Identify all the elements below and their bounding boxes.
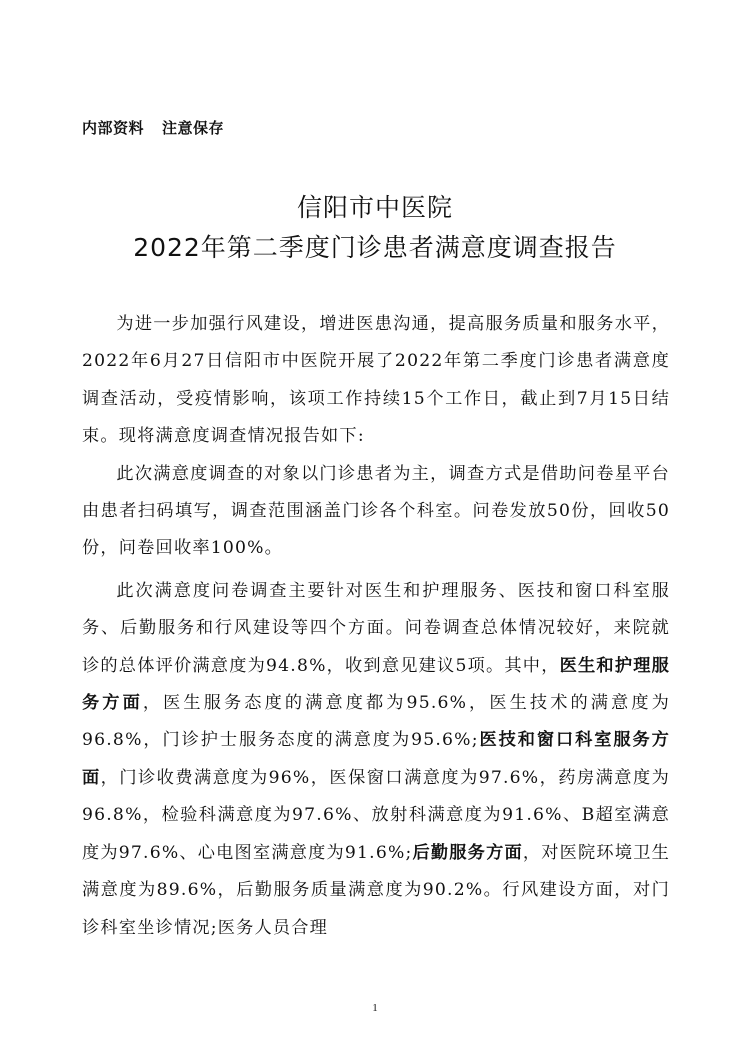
results-conduct: ，对门诊科室坐诊情况;医务人员合理 (82, 880, 671, 938)
heading-logistics: 后勤服务方面 (412, 842, 523, 863)
heading-conduct: 行风建设方面 (502, 880, 615, 901)
results-summary: 此次满意度问卷调查主要针对医生和护理服务、医技和窗口科室服务、后勤服务和行风建设等四个方面。问卷调查总体情况较好，来院就诊的总体评价满意度为94.8%，收到意见建议5项。其中， (82, 580, 670, 676)
paragraph-method: 此次满意度调查的对象以门诊患者为主，调查方式是借助问卷星平台由患者扫码填写，调查范围涵盖门诊各个科室。问卷发放50份，回收50份，问卷回收率100%。 (82, 463, 670, 559)
heading-doctor-nursing: 医生和护理服务方面 (82, 655, 671, 714)
paragraph-results (82, 573, 670, 947)
page-number: 1 (372, 1002, 378, 1014)
title-report: 2022年第二季度门诊患者满意度调查报告 (133, 233, 617, 262)
results-medtech-window: ，门诊收费满意度为96%，医保窗口满意度为97.6%，药房满意度为96.8%，检验科满意度为97.6%、放射科满意度为91.6%、B超室满意度为97.6%、心电图室满意度为91.6%; (82, 767, 671, 863)
note-internal: 内部资料 (82, 119, 145, 137)
report-body (82, 306, 670, 947)
report-title (0, 188, 750, 268)
heading-medtech-window: 医技和窗口科室服务方面 (82, 730, 670, 788)
results-doctor-nursing: ，医生服务态度的满意度都为95.6%，医生技术的满意度为96.8%，门诊护士服务态度的满意度为95.6%; (82, 693, 670, 751)
paragraph-intro: 为进一步加强行风建设，增进医患沟通，提高服务质量和服务水平，2022年6月27日信阳市中医院开展了2022年第二季度门诊患者满意度调查活动，受疫情影响，该项工作持续15个工作日，截止到7月15日结束。现将满意度调查情况报告如下: (82, 314, 670, 447)
results-logistics: ，对医院环境卫生满意度为89.6%，后勤服务质量满意度为90.2%。 (82, 842, 670, 901)
title-hospital: 信阳市中医院 (296, 193, 453, 222)
internal-material-note (82, 117, 224, 138)
note-keep-safe: 注意保存 (162, 119, 225, 137)
